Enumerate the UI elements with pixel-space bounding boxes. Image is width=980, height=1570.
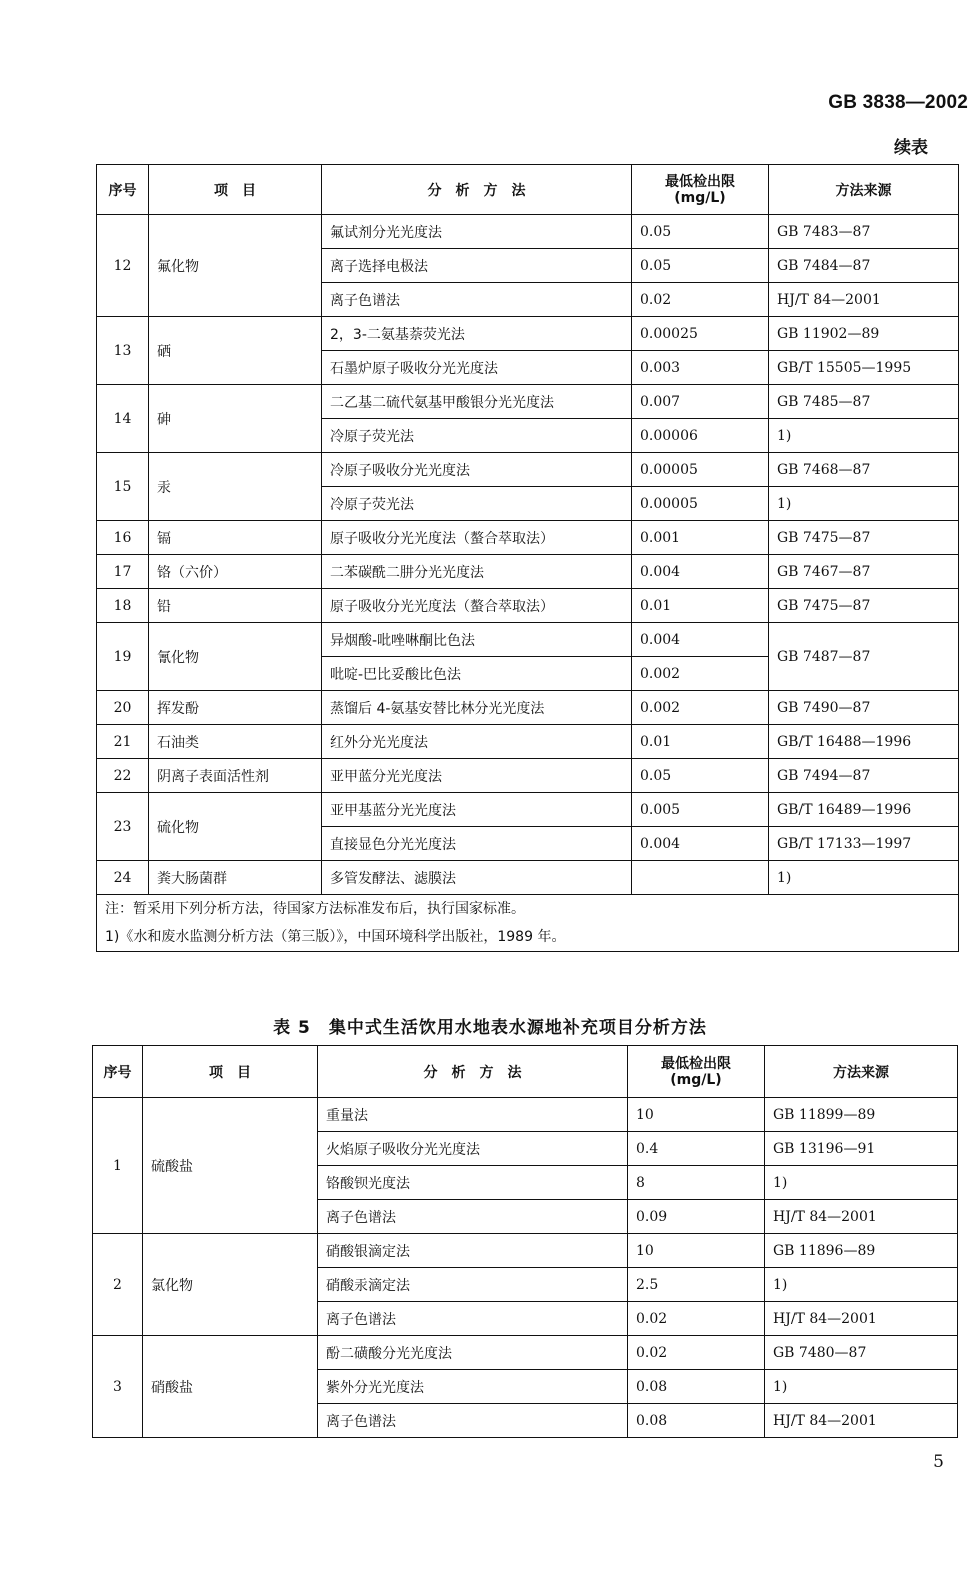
- detection-limit: 0.004: [632, 623, 769, 657]
- table-row: [97, 555, 959, 589]
- col-limit-line1: 最低检出限: [661, 1055, 731, 1072]
- analysis-method: 石墨炉原子吸收分光光度法: [322, 351, 632, 385]
- item-number: 13: [97, 317, 149, 385]
- analysis-method: 多管发酵法、滤膜法: [322, 861, 632, 895]
- analysis-method: 直接显色分光光度法: [322, 827, 632, 861]
- detection-limit: 10: [628, 1098, 765, 1132]
- analysis-method: 2，3-二氨基萘荧光法: [322, 317, 632, 351]
- method-source: 1): [769, 861, 959, 895]
- table-row: [97, 589, 959, 623]
- col-method: 分 析 方 法: [318, 1046, 628, 1098]
- analysis-method: 氟试剂分光光度法: [322, 215, 632, 249]
- table-row: [97, 453, 959, 487]
- method-source: 1): [765, 1370, 958, 1404]
- method-source: GB 7468—87: [769, 453, 959, 487]
- table-row: [93, 1098, 958, 1132]
- continued-label: 续表: [894, 138, 928, 158]
- col-limit-line2: (mg/L): [670, 1071, 722, 1088]
- col-item: 项 目: [143, 1046, 318, 1098]
- method-source: GB 7475—87: [769, 521, 959, 555]
- analysis-method: 蒸馏后 4-氨基安替比林分光光度法: [322, 691, 632, 725]
- table-5-caption: 表 5 集中式生活饮用水地表水源地补充项目分析方法: [273, 1018, 707, 1038]
- detection-limit: 8: [628, 1166, 765, 1200]
- table-row: [97, 793, 959, 827]
- detection-limit: 0.00005: [632, 487, 769, 521]
- table-row: [97, 861, 959, 895]
- item-number: 2: [93, 1234, 143, 1336]
- detection-limit: 0.00025: [632, 317, 769, 351]
- item-name: 铬（六价）: [149, 555, 322, 589]
- item-name: 镉: [149, 521, 322, 555]
- item-number: 20: [97, 691, 149, 725]
- item-number: 24: [97, 861, 149, 895]
- method-source: GB 7485—87: [769, 385, 959, 419]
- detection-limit: 0.01: [632, 589, 769, 623]
- method-source: GB 11902—89: [769, 317, 959, 351]
- col-source: 方法来源: [765, 1046, 958, 1098]
- analysis-method: 异烟酸-吡唑啉酮比色法: [322, 623, 632, 657]
- item-number: 17: [97, 555, 149, 589]
- method-source: GB 7490—87: [769, 691, 959, 725]
- analysis-method: 酚二磺酸分光光度法: [318, 1336, 628, 1370]
- method-source: GB 13196—91: [765, 1132, 958, 1166]
- item-name: 汞: [149, 453, 322, 521]
- item-number: 19: [97, 623, 149, 691]
- detection-limit: 0.005: [632, 793, 769, 827]
- method-source: 1): [765, 1268, 958, 1302]
- item-name: 粪大肠菌群: [149, 861, 322, 895]
- detection-limit: 0.002: [632, 691, 769, 725]
- method-source: GB/T 15505—1995: [769, 351, 959, 385]
- standard-code: GB 3838—2002: [828, 92, 968, 113]
- table-row: [97, 725, 959, 759]
- detection-limit: 0.007: [632, 385, 769, 419]
- detection-limit: 0.01: [632, 725, 769, 759]
- item-name: 石油类: [149, 725, 322, 759]
- method-source: HJ/T 84—2001: [765, 1404, 958, 1438]
- detection-limit: 2.5: [628, 1268, 765, 1302]
- detection-limit: 0.003: [632, 351, 769, 385]
- col-limit-line2: (mg/L): [674, 189, 726, 206]
- item-name: 硝酸盐: [143, 1336, 318, 1438]
- table-row: [93, 1336, 958, 1370]
- col-method: 分 析 方 法: [322, 165, 632, 215]
- item-name: 氟化物: [149, 215, 322, 317]
- method-source: HJ/T 84—2001: [765, 1302, 958, 1336]
- method-source: GB 7484—87: [769, 249, 959, 283]
- method-source: HJ/T 84—2001: [769, 283, 959, 317]
- item-number: 22: [97, 759, 149, 793]
- detection-limit: 0.02: [628, 1336, 765, 1370]
- method-source: GB 7483—87: [769, 215, 959, 249]
- detection-limit: 0.09: [628, 1200, 765, 1234]
- item-name: 氯化物: [143, 1234, 318, 1336]
- detection-limit: [632, 861, 769, 895]
- method-source: 1): [769, 487, 959, 521]
- method-source: GB 11896—89: [765, 1234, 958, 1268]
- item-number: 1: [93, 1098, 143, 1234]
- analysis-method: 吡啶-巴比妥酸比色法: [322, 657, 632, 691]
- note-line-2: 1)《水和废水监测分析方法（第三版）》，中国环境科学出版社，1989 年。: [105, 929, 566, 945]
- analysis-method: 硝酸汞滴定法: [318, 1268, 628, 1302]
- table-row: [97, 385, 959, 419]
- supplementary-methods-table: [92, 1045, 958, 1438]
- analysis-method: 二苯碳酰二肼分光光度法: [322, 555, 632, 589]
- method-source: GB 11899—89: [765, 1098, 958, 1132]
- item-name: 硫酸盐: [143, 1098, 318, 1234]
- item-number: 3: [93, 1336, 143, 1438]
- detection-limit: 0.08: [628, 1370, 765, 1404]
- method-source: GB 7494—87: [769, 759, 959, 793]
- item-name: 硫化物: [149, 793, 322, 861]
- col-no: 序号: [93, 1046, 143, 1098]
- analysis-method: 重量法: [318, 1098, 628, 1132]
- detection-limit: 10: [628, 1234, 765, 1268]
- detection-limit: 0.00006: [632, 419, 769, 453]
- detection-limit: 0.004: [632, 555, 769, 589]
- method-source: 1): [769, 419, 959, 453]
- detection-limit: 0.4: [628, 1132, 765, 1166]
- analysis-method: 离子色谱法: [318, 1404, 628, 1438]
- detection-limit: 0.05: [632, 759, 769, 793]
- method-source: GB 7475—87: [769, 589, 959, 623]
- method-source: GB/T 16489—1996: [769, 793, 959, 827]
- item-number: 15: [97, 453, 149, 521]
- analysis-method: 离子色谱法: [318, 1200, 628, 1234]
- note-line-1: 注：暂采用下列分析方法，待国家方法标准发布后，执行国家标准。: [105, 901, 525, 917]
- table-row: [97, 759, 959, 793]
- method-source: HJ/T 84—2001: [765, 1200, 958, 1234]
- table-row: [97, 691, 959, 725]
- col-source: 方法来源: [769, 165, 959, 215]
- analysis-method: 冷原子荧光法: [322, 487, 632, 521]
- detection-limit: 0.05: [632, 249, 769, 283]
- analysis-method: 二乙基二硫代氨基甲酸银分光光度法: [322, 385, 632, 419]
- detection-limit: 0.02: [632, 283, 769, 317]
- item-name: 砷: [149, 385, 322, 453]
- item-number: 23: [97, 793, 149, 861]
- analysis-method: 亚甲基蓝分光光度法: [322, 793, 632, 827]
- analysis-method: 硝酸银滴定法: [318, 1234, 628, 1268]
- method-source: GB/T 17133—1997: [769, 827, 959, 861]
- item-name: 阴离子表面活性剂: [149, 759, 322, 793]
- col-no: 序号: [97, 165, 149, 215]
- item-name: 硒: [149, 317, 322, 385]
- table-notes: [97, 895, 959, 952]
- detection-limit: 0.08: [628, 1404, 765, 1438]
- item-number: 18: [97, 589, 149, 623]
- item-number: 21: [97, 725, 149, 759]
- col-limit: [628, 1046, 765, 1098]
- detection-limit: 0.05: [632, 215, 769, 249]
- page-number: 5: [933, 1452, 944, 1472]
- method-source: GB 7467—87: [769, 555, 959, 589]
- analysis-method: 红外分光光度法: [322, 725, 632, 759]
- table-row: [97, 317, 959, 351]
- table-row: [97, 623, 959, 657]
- analysis-method: 原子吸收分光光度法（螯合萃取法）: [322, 521, 632, 555]
- detection-limit: 0.02: [628, 1302, 765, 1336]
- item-number: 12: [97, 215, 149, 317]
- method-source: GB 7480—87: [765, 1336, 958, 1370]
- analysis-method: 紫外分光光度法: [318, 1370, 628, 1404]
- item-number: 14: [97, 385, 149, 453]
- detection-limit: 0.004: [632, 827, 769, 861]
- item-number: 16: [97, 521, 149, 555]
- detection-limit: 0.002: [632, 657, 769, 691]
- detection-limit: 0.00005: [632, 453, 769, 487]
- item-name: 氰化物: [149, 623, 322, 691]
- analysis-method: 离子色谱法: [318, 1302, 628, 1336]
- analysis-method: 原子吸收分光光度法（螯合萃取法）: [322, 589, 632, 623]
- col-limit-line1: 最低检出限: [665, 173, 735, 190]
- analysis-method: 火焰原子吸收分光光度法: [318, 1132, 628, 1166]
- table-row: [93, 1234, 958, 1268]
- analysis-method: 冷原子吸收分光光度法: [322, 453, 632, 487]
- detection-limit: 0.001: [632, 521, 769, 555]
- col-limit: [632, 165, 769, 215]
- analysis-method: 离子选择电极法: [322, 249, 632, 283]
- table-row: [97, 215, 959, 249]
- analysis-method: 离子色谱法: [322, 283, 632, 317]
- analysis-method: 铬酸钡光度法: [318, 1166, 628, 1200]
- method-source: GB/T 16488—1996: [769, 725, 959, 759]
- col-item: 项 目: [149, 165, 322, 215]
- table-row: [97, 521, 959, 555]
- item-name: 铅: [149, 589, 322, 623]
- analysis-methods-table-continued: [96, 164, 959, 952]
- analysis-method: 亚甲蓝分光光度法: [322, 759, 632, 793]
- analysis-method: 冷原子荧光法: [322, 419, 632, 453]
- item-name: 挥发酚: [149, 691, 322, 725]
- method-source: 1): [765, 1166, 958, 1200]
- method-source: GB 7487—87: [769, 623, 959, 691]
